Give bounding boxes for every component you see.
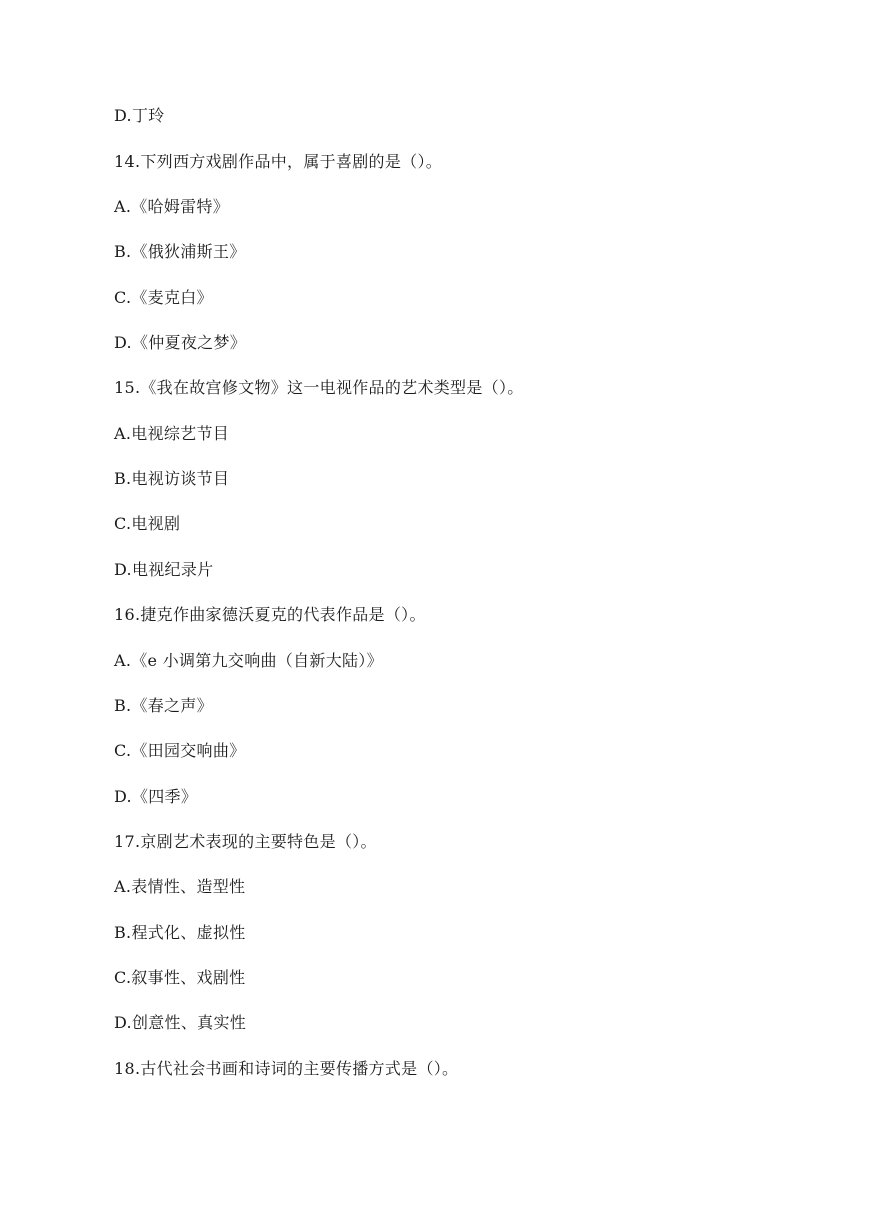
option-14-b: B.《俄狄浦斯王》: [114, 242, 246, 261]
option-16-a: A.《e 小调第九交响曲（自新大陆）》: [114, 651, 383, 670]
option-17-d: D.创意性、真实性: [114, 1013, 247, 1032]
option-14-c: C.《麦克白》: [114, 288, 213, 307]
question-16: 16.捷克作曲家德沃夏克的代表作品是（）。: [114, 605, 426, 624]
option-15-c: C.电视剧: [114, 514, 181, 533]
question-15: 15.《我在故宫修文物》这一电视作品的艺术类型是（）。: [114, 378, 524, 397]
option-17-b: B.程式化、虚拟性: [114, 923, 246, 942]
option-16-b: B.《春之声》: [114, 696, 213, 715]
option-13-d: D.丁玲: [114, 106, 165, 125]
option-16-c: C.《田园交响曲》: [114, 741, 246, 760]
option-15-d: D.电视纪录片: [114, 560, 214, 579]
option-17-c: C.叙事性、戏剧性: [114, 968, 246, 987]
option-14-d: D.《仲夏夜之梦》: [114, 333, 247, 352]
question-17: 17.京剧艺术表现的主要特色是（）。: [114, 832, 377, 851]
question-18: 18.古代社会书画和诗词的主要传播方式是（）。: [114, 1059, 459, 1078]
option-15-b: B.电视访谈节目: [114, 469, 230, 488]
option-17-a: A.表情性、造型性: [114, 877, 246, 896]
question-14: 14.下列西方戏剧作品中，属于喜剧的是（）。: [114, 152, 443, 171]
option-14-a: A.《哈姆雷特》: [114, 197, 230, 216]
option-15-a: A.电视综艺节目: [114, 424, 230, 443]
option-16-d: D.《四季》: [114, 787, 198, 806]
